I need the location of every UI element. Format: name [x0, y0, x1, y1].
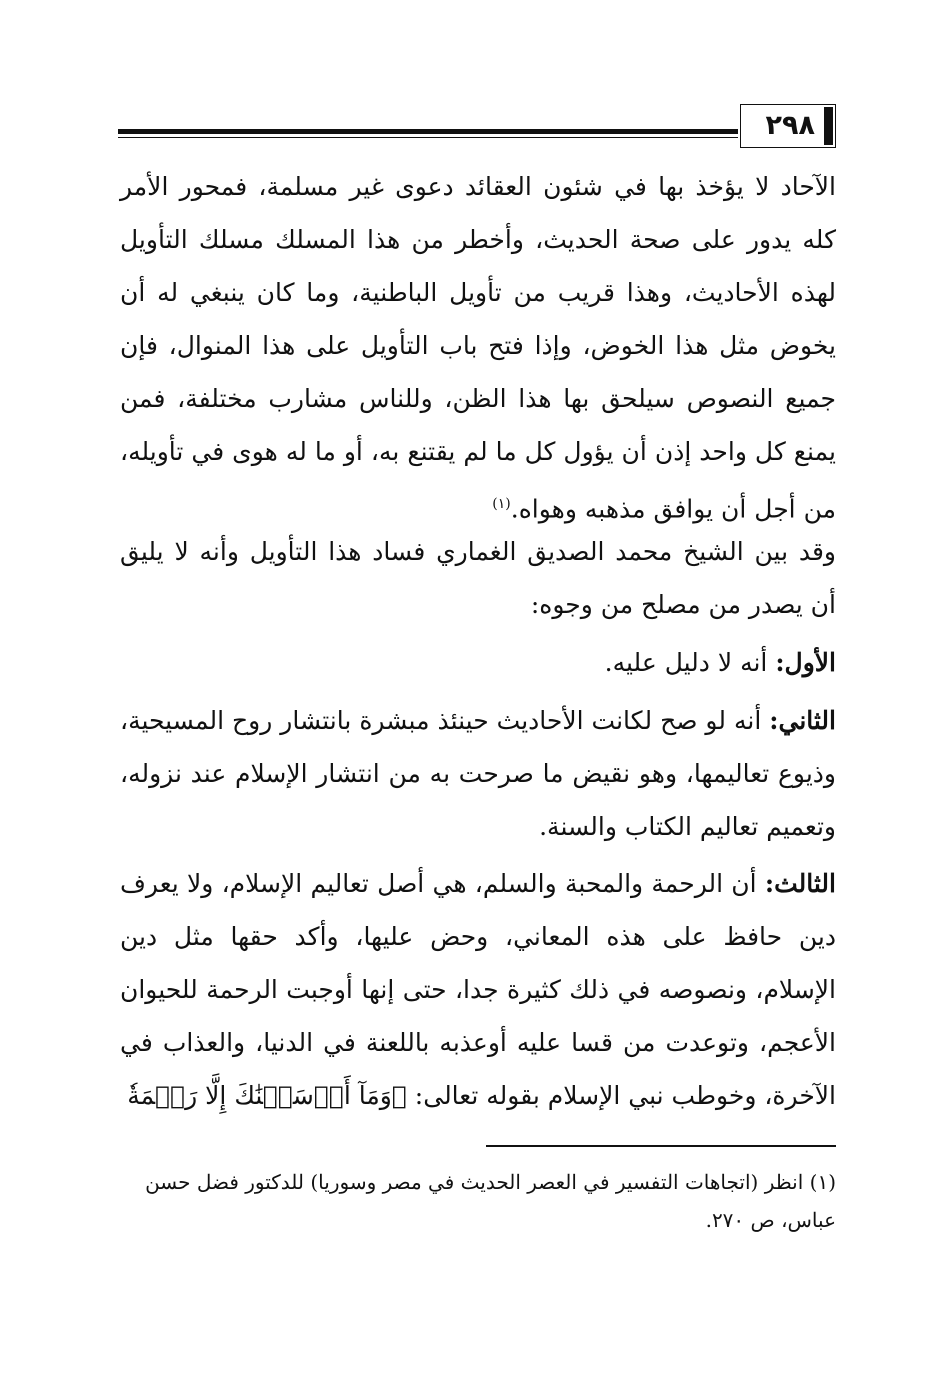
- page-header: [118, 100, 836, 152]
- point-second: [120, 694, 836, 853]
- footnote: [120, 1163, 836, 1239]
- point-third-label: الثالث:: [764, 869, 836, 898]
- point-second-label: الثاني:: [769, 706, 836, 735]
- page-number-bar: [824, 107, 833, 145]
- footnote-separator: [486, 1145, 836, 1147]
- header-rule-thick: [118, 129, 738, 134]
- page-number-box: [740, 104, 836, 148]
- point-first-text: أنه لا دليل عليه.: [604, 648, 776, 677]
- footnote-reference: (١): [492, 496, 511, 512]
- paragraph-1: [120, 160, 836, 535]
- paragraph-1-text: الآحاد لا يؤخذ بها في شئون العقائد دعوى غير مسلمة، فمحور الأمر كله يدور على صحة الحديث، وأخطر من هذا المسلك مسلك التأويل لهذه الأحاديث، وهذا قريب من تأويل الباطنية، وما كان ينبغي له أن يخوض مثل هذا الخوض، وإذا فتح باب التأويل على هذا المنوال، فإن جميع النصوص سيلحق بها هذا الظن، وللناس مشارب مختلفة، فمن يمنع كل واحد إذن أن يؤول كل ما لم يقتنع به، أو ما له هوى في تأويله، من أجل أن يوافق مذهبه وهواه.: [120, 172, 836, 524]
- header-rule-thin: [118, 137, 738, 138]
- point-third: [120, 857, 836, 1122]
- point-third-text: أن الرحمة والمحبة والسلم، هي أصل تعاليم الإسلام، ولا يعرف دين حافظ على هذه المعاني، وحض عليها، وأكد حقها مثل دين الإسلام، ونصوصه في ذلك كثيرة جدا، حتى إنها أوجبت الرحمة للحيوان الأعجم، وتوعدت من قسا عليه أوعذبه باللعنة في الدنيا، والعذاب في الآخرة، وخوطب نبي الإسلام بقوله تعالى: ﴿وَمَآ أَرۡسَلۡنَٰكَ إِلَّا رَحۡمَةٗ: [120, 869, 836, 1110]
- footnote-text: (١) انظر (اتجاهات التفسير في العصر الحديث في مصر وسوريا) للدكتور فضل حسن عباس، ص ٢٧٠.: [145, 1170, 836, 1232]
- point-first: [120, 636, 836, 689]
- point-second-text: أنه لو صح لكانت الأحاديث حينئذ مبشرة بانتشار روح المسيحية، وذيوع تعاليمها، وهو نقيض ما صرحت به من انتشار الإسلام عند نزوله، وتعميم تعاليم الكتاب والسنة.: [120, 706, 836, 841]
- paragraph-2-text: وقد بين الشيخ محمد الصديق الغماري فساد هذا التأويل وأنه لا يليق أن يصدر من مصلح من وجوه:: [120, 537, 836, 619]
- point-first-label: الأول:: [775, 648, 836, 677]
- paragraph-2: [120, 525, 836, 631]
- page-number: ٢٩٨: [765, 110, 815, 141]
